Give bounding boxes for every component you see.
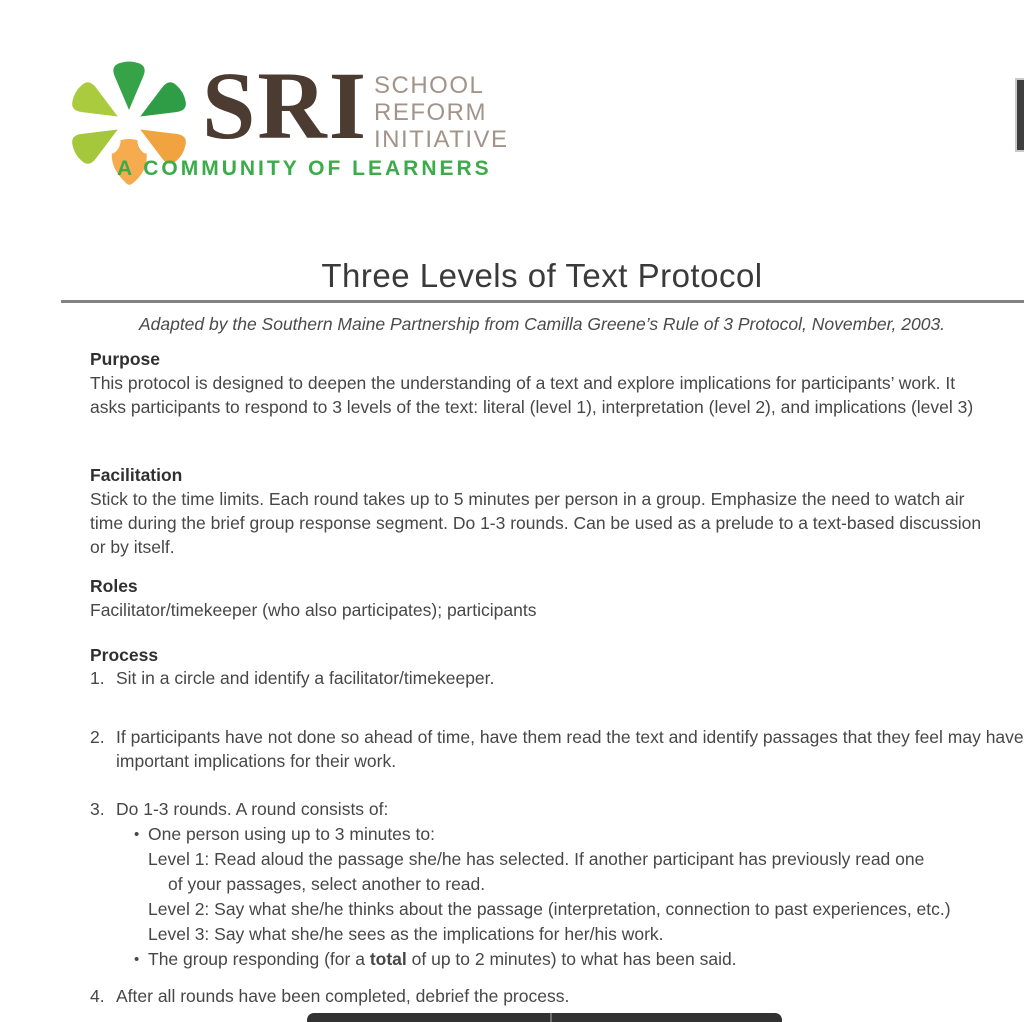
item-number: 2. <box>90 727 105 747</box>
scrollbar-thumb[interactable] <box>1015 78 1024 152</box>
title-divider <box>61 300 1024 303</box>
section-body: Facilitator/timekeeper (who also participates); participants <box>90 600 537 620</box>
seam-lens <box>135 91 149 108</box>
item-number: 4. <box>90 986 105 1006</box>
logo-subtext-line: INITIATIVE <box>374 126 509 153</box>
bullet-text: One person using up to 3 minutes to: <box>148 824 435 844</box>
process-item-2 <box>90 725 1024 773</box>
section-facilitation <box>90 463 1012 559</box>
logo-sri-text: SRI <box>202 52 369 159</box>
bullet-text-bold: total <box>369 949 407 969</box>
item-3-line <box>90 797 1012 822</box>
section-heading: Roles <box>90 576 138 596</box>
process-item-4 <box>90 984 1024 1008</box>
sub-bullet-one-person <box>90 822 1012 847</box>
item-number: 1. <box>90 668 105 688</box>
process-item-3 <box>90 797 1012 972</box>
seam-lens <box>148 120 164 127</box>
level-2-line: Level 2: Say what she/he thinks about the passage (interpretation, connection to past experiences, etc.) <box>148 899 951 919</box>
sub-bullet-group-responding <box>90 947 1012 972</box>
section-body: This protocol is designed to deepen the understanding of a text and explore implications for participants’ work. It asks participants to respond to 3 levels of the text: literal (level 1), interpretation (level 2), and implications (level 3) <box>90 373 974 417</box>
bullet-icon: • <box>134 951 140 968</box>
item-text: If participants have not done so ahead of time, have them read the text and identify passages that they feel may have important implications for their work. <box>116 727 1024 771</box>
item-text: After all rounds have been completed, debrief the process. <box>116 986 570 1006</box>
level-1-line-2: of your passages, select another to read. <box>168 874 486 894</box>
section-body: Stick to the time limits. Each round takes up to 5 minutes per person in a group. Emphasize the need to watch air time during the brief group response segment. Do 1-3 rounds. Can be used as a prelude to a text-based discussion or by itself. <box>90 489 982 557</box>
bullet-text <box>148 949 737 969</box>
bullet-text-pre: The group responding (for a <box>148 949 370 969</box>
toolbar-divider <box>550 1013 552 1022</box>
section-heading: Process <box>90 645 159 665</box>
item-text: Do 1-3 rounds. A round consists of: <box>116 799 389 819</box>
bullet-icon: • <box>134 826 140 843</box>
level-1-line-1: Level 1: Read aloud the passage she/he has selected. If another participant has previously read one <box>148 849 925 869</box>
logo-subtext <box>374 72 509 153</box>
attribution-line: Adapted by the Southern Maine Partnership from Camilla Greene’s Rule of 3 Protocol, November, 2003. <box>138 314 946 334</box>
viewer-bottom-toolbar[interactable] <box>307 1013 782 1022</box>
item-text: Sit in a circle and identify a facilitator/timekeeper. <box>116 668 495 688</box>
seam-lens <box>108 91 122 108</box>
logo-tagline: A COMMUNITY OF LEARNERS <box>117 157 492 180</box>
logo-subtext-line: REFORM <box>374 99 487 126</box>
item-number: 3. <box>90 799 105 819</box>
process-item-1 <box>90 666 1024 690</box>
logo-subtext-line: SCHOOL <box>374 72 485 99</box>
level-3-line: Level 3: Say what she/he sees as the implications for her/his work. <box>148 924 664 944</box>
section-heading: Purpose <box>90 349 161 369</box>
bullet-text-post: of up to 2 minutes) to what has been said. <box>406 949 737 969</box>
section-process <box>90 643 1012 667</box>
section-purpose <box>90 347 1012 419</box>
page-title: Three Levels of Text Protocol <box>321 257 763 294</box>
seam-lens <box>94 120 110 127</box>
section-heading: Facilitation <box>90 465 183 485</box>
section-roles <box>90 574 1012 622</box>
